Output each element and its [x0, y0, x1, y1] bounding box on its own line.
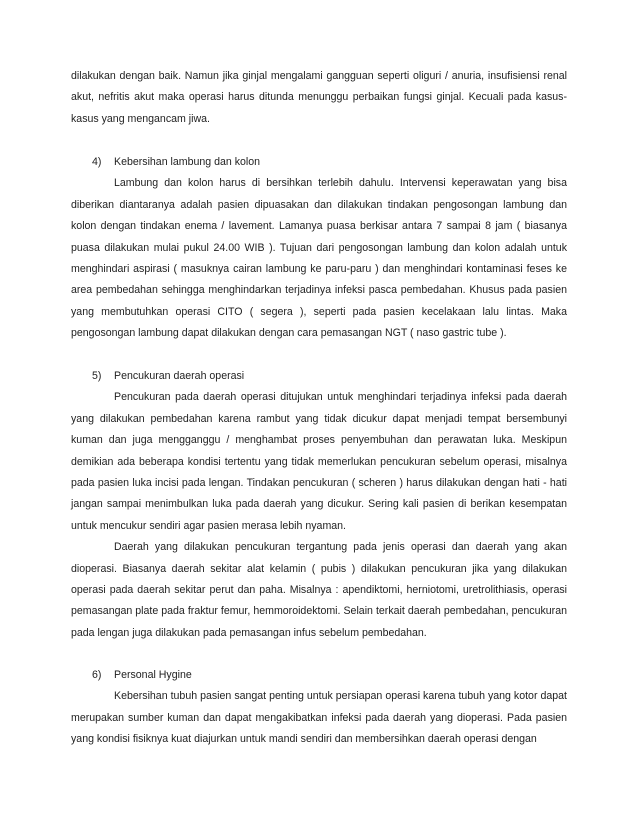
section-6-paragraph: Kebersihan tubuh pasien sangat penting untuk persiapan operasi karena tubuh yang kotor dapat merupakan sumber kuman dan dapat mengakibatkan infeksi pada daerah yang dioperasi. Pada pasien yang kondisi fisiknya kuat diajurkan untuk mandi sendiri dan membersihkan daerah operasi dengan — [71, 690, 567, 746]
section-6-heading — [71, 665, 567, 686]
section-6 — [71, 665, 567, 751]
section-5-number: 5) — [92, 370, 102, 382]
section-4-paragraph: Lambung dan kolon harus di bersihkan terlebih dahulu. Intervensi keperawatan yang bisa diberikan diantaranya adalah pasien dipuasakan dan dilakukan tindakan pengosongan lambung dan kolon dengan tindakan enema / lavement. Lamanya puasa berkisar antara 7 sampai 8 jam ( biasanya puasa dilakukan mulai pukul 24.00 WIB ). Tujuan dari pengosongan lambung dan kolon adalah untuk menghindari aspirasi ( masuknya cairan lambung ke paru-paru ) dan menghindari kontaminasi feses ke area pembedahan sehingga menghindarkan terjadinya infeksi pasca pembedahan. Khusus pada pasien yang membutuhkan operasi CITO ( segera ), seperti pada pasien kecelakaan lalu lintas. Maka pengosongan lambung dapat dilakukan dengan cara pemasangan NGT ( naso gastric tube ). — [71, 177, 567, 340]
section-5-paragraph-1: Pencukuran pada daerah operasi ditujukan untuk menghindari terjadinya infeksi pada daerah yang dilakukan pembedahan karena rambut yang tidak dicukur dapat menjadi tempat bersembunyi kuman dan juga mengganggu / menghambat proses penyembuhan dan perawatan luka. Meskipun demikian ada beberapa kondisi tertentu yang tidak memerlukan pencukuran sebelum operasi, misalnya pada pasien luka incisi pada lengan. Tindakan pencukuran ( scheren ) harus dilakukan dengan hati - hati jangan sampai menimbulkan luka pada daerah yang dicukur. Sering kali pasien di berikan kesempatan untuk mencukur sendiri agar pasien merasa lebih nyaman. — [71, 391, 567, 532]
section-4 — [71, 152, 567, 345]
intro-block — [71, 66, 567, 130]
section-4-title: Kebersihan lambung dan kolon — [114, 156, 261, 168]
section-5 — [71, 366, 567, 644]
section-4-number: 4) — [92, 156, 102, 168]
section-5-paragraph-2: Daerah yang dilakukan pencukuran tergantung pada jenis operasi dan daerah yang akan dioperasi. Biasanya daerah sekitar alat kelamin ( pubis ) dilakukan pencukuran jika yang dilakukan operasi pada daerah sekitar perut dan paha. Misalnya : apendiktomi, herniotomi, uretrolithiasis, operasi pemasangan plate pada fraktur femur, hemmoroidektomi. Selain terkait daerah pembedahan, pencukuran pada lengan juga dilakukan pada pemasangan infus sebelum pembedahan. — [71, 541, 567, 639]
intro-paragraph: dilakukan dengan baik. Namun jika ginjal mengalami gangguan seperti oliguri / anuria, insufisiensi renal akut, nefritis akut maka operasi harus ditunda menunggu perbaikan fungsi ginjal. Kecuali pada kasus-kasus yang mengancam jiwa. — [71, 70, 567, 125]
section-5-title: Pencukuran daerah operasi — [114, 370, 245, 382]
section-5-heading — [71, 366, 567, 387]
section-4-heading — [71, 152, 567, 173]
section-6-title: Personal Hygine — [114, 669, 192, 681]
section-6-number: 6) — [92, 669, 102, 681]
